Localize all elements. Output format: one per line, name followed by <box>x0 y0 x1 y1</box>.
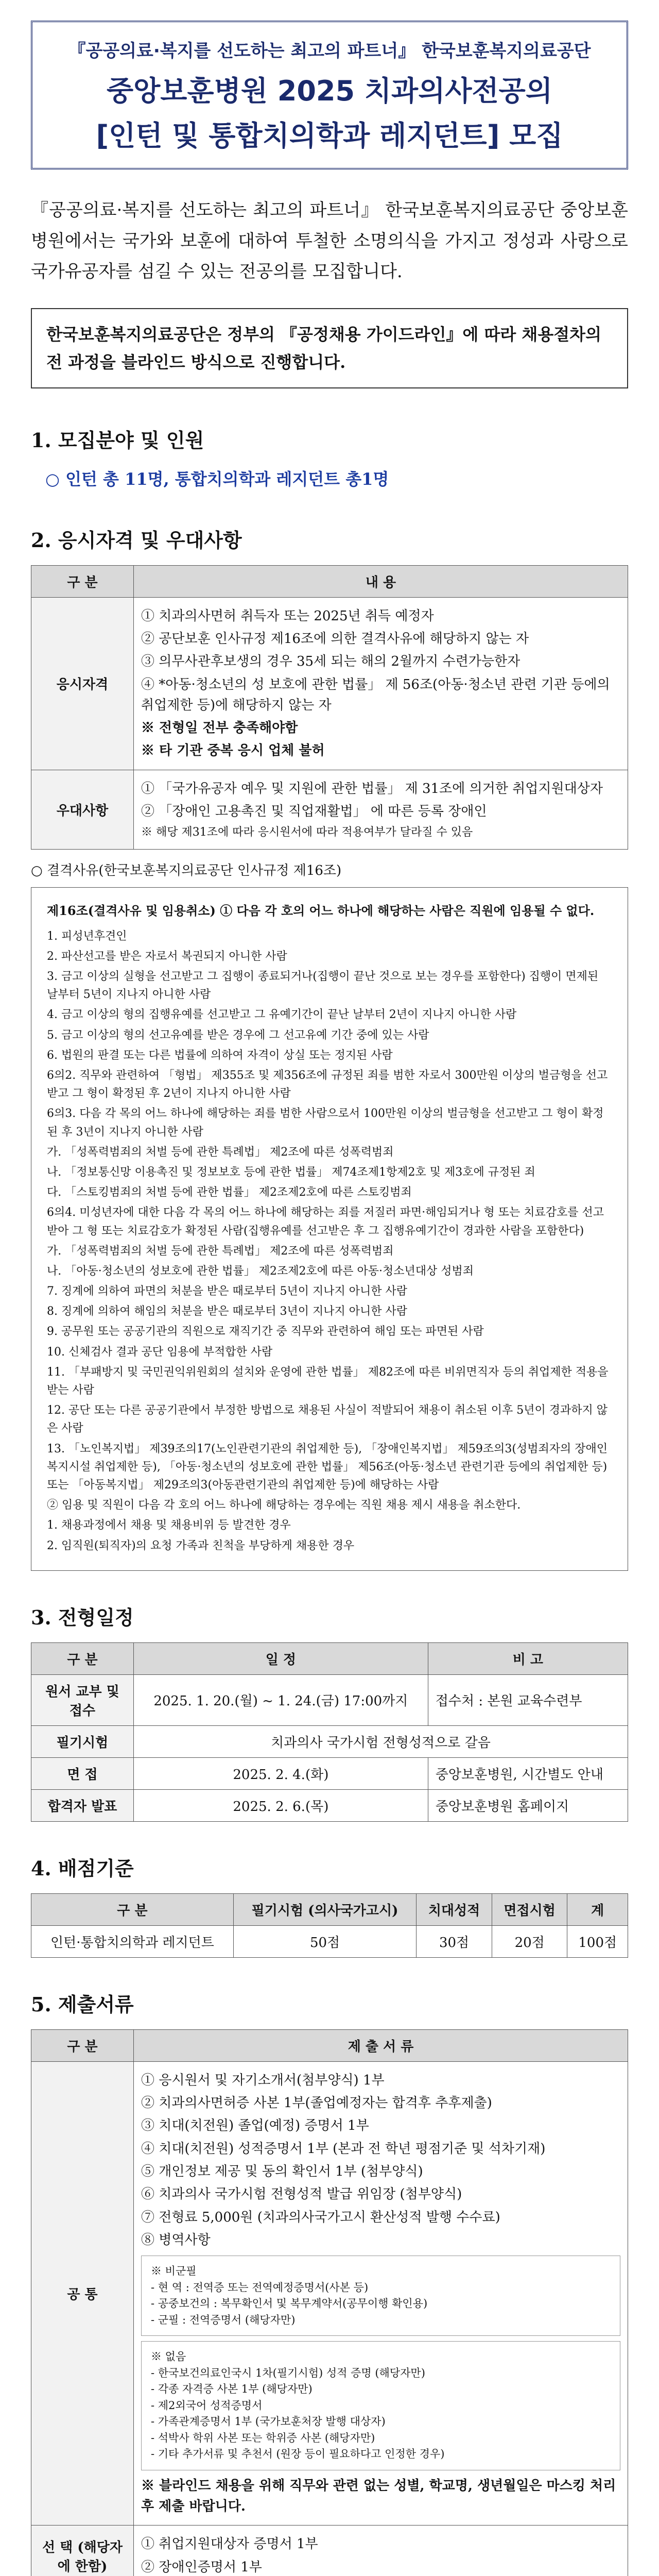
section-1-line: ○ 인턴 총 11명, 통합치의학과 레지던트 총1명 <box>45 469 389 489</box>
table-cell: 2025. 2. 4.(화) <box>134 1757 428 1789</box>
list-item: - 기타 추가서류 및 추천서 (원장 등이 필요하다고 인정한 경우) <box>151 2448 445 2461</box>
notice-header <box>31 21 628 170</box>
list-item: - 석박사 학위 사본 또는 학위증 사본 (해당자만) <box>151 2431 375 2444</box>
list-item: ① 취업지원대상자 증명서 1부 <box>141 2536 318 2552</box>
list-note: ※ 해당 제31조에 따라 응시원서에 따라 적용여부가 달라질 수 있음 <box>141 826 473 839</box>
section-3-heading: 3. 전형일정 <box>31 1605 134 1629</box>
table-row <box>31 1789 628 1821</box>
list-item: - 한국보건의료인국시 1차(필기시험) 성적 증명 (해당자만) <box>151 2366 425 2379</box>
disqualification-box <box>31 887 628 1570</box>
eligibility-table <box>31 565 628 850</box>
documents-table <box>31 2029 628 2576</box>
eligibility-label: 응시자격 <box>31 597 134 770</box>
table-header: 일 정 <box>134 1642 428 1674</box>
list-item: ② 「장애인 고용촉진 및 직업재활법」 에 따른 등록 장애인 <box>141 804 487 820</box>
section-5-heading: 5. 제출서류 <box>31 1992 134 2016</box>
list-item: ⑦ 전형료 5,000원 (치과의사국가고시 환산성적 발행 수수료) <box>141 2209 500 2225</box>
list-item: ⑤ 개인정보 제공 및 동의 확인서 1부 (첨부양식) <box>141 2163 423 2179</box>
list-item: ① 치과의사면허 취득자 또는 2025년 취득 예정자 <box>141 608 434 624</box>
list-note: ※ 타 기관 중복 응시 업체 불허 <box>141 743 325 759</box>
list-item: ③ 치대(치전원) 졸업(예정) 증명서 1부 <box>141 2118 369 2134</box>
table-header: 계 <box>567 1893 628 1925</box>
disqualification-heading: ○ 결격사유(한국보훈복지의료공단 인사규정 제16조) <box>31 863 342 879</box>
disqualification-item: 다. 「스토킹범죄의 처벌 등에 관한 법률」 제2조제2호에 따른 스토킹범죄 <box>47 1186 412 1199</box>
table-cell: 접수처 : 본원 교육수련부 <box>428 1674 628 1725</box>
disqualification-item: 6의3. 다음 각 목의 어느 하나에 해당하는 죄를 범한 사람으로서 100만원 이상의 벌금형을 선고받고 그 형이 확정된 후 3년이 지나지 아니한 사람 <box>47 1107 604 1139</box>
disqualification-item: 나. 「아동·청소년의 성보호에 관한 법률」 제2조제2호에 따른 아동·청소년대상 성범죄 <box>47 1264 474 1278</box>
list-item: ③ 의무사관후보생의 경우 35세 되는 해의 2월까지 수련가능한자 <box>141 654 521 670</box>
table-cell: 면 접 <box>31 1757 134 1789</box>
table-cell: 30점 <box>417 1925 492 1957</box>
disqualification-item: 나. 「정보통신망 이용촉진 및 정보보호 등에 관한 법률」 제74조제1항제2호 및 제3호에 규정된 죄 <box>47 1165 535 1179</box>
table-header: 비 고 <box>428 1642 628 1674</box>
common-label: 공 통 <box>31 2061 134 2525</box>
preference-cell <box>134 770 628 850</box>
list-item: - 가족관계증명서 1부 (국가보훈처장 발행 대상자) <box>151 2415 386 2428</box>
extra-docs-box <box>141 2341 620 2470</box>
table-header: 내 용 <box>134 565 628 597</box>
header-title-2: [인턴 및 통합치의학과 레지던트] 모집 <box>96 120 563 152</box>
list-item: ② 장애인증명서 1부 <box>141 2559 262 2575</box>
table-row <box>31 1725 628 1757</box>
table-cell: 2025. 1. 20.(월) ~ 1. 24.(금) 17:00까지 <box>134 1674 428 1725</box>
table-row <box>31 1757 628 1789</box>
section-4-heading: 4. 배점기준 <box>31 1856 134 1880</box>
section-2-heading: 2. 응시자격 및 우대사항 <box>31 528 242 552</box>
disqualification-item: 가. 「성폭력범죄의 처벌 등에 관한 특례법」 제2조에 따른 성폭력범죄 <box>47 1145 394 1159</box>
list-note: ※ 전형일 전부 충족해야함 <box>141 720 298 736</box>
list-item: ① 응시원서 및 자기소개서(첨부양식) 1부 <box>141 2072 385 2088</box>
table-cell: 20점 <box>492 1925 567 1957</box>
header-title: 중앙보훈병원 2025 치과의사전공의 <box>106 75 553 107</box>
disqualification-item: 3. 금고 이상의 실형을 선고받고 그 집행이 종료되거나(집행이 끝난 것으로 보는 경우를 포함한다) 집행이 면제된 날부터 5년이 지나지 아니한 사람 <box>47 970 599 1002</box>
list-item: ※ 비군필 <box>151 2265 197 2278</box>
disqualification-item: 가. 「성폭력범죄의 처벌 등에 관한 특례법」 제2조에 따른 성폭력범죄 <box>47 1244 394 1258</box>
list-item: ⑧ 병역사항 <box>141 2232 211 2248</box>
disqualification-item: 8. 징계에 의하여 해임의 처분을 받은 때로부터 3년이 지나지 아니한 사람 <box>47 1305 407 1318</box>
disqualification-item: 6의4. 미성년자에 대한 다음 각 목의 어느 하나에 해당하는 죄를 저질러 파면·해임되거나 형 또는 치료감호를 선고받아 그 형 또는 치료감호가 확정된 사람(집행유예를 선고받은 후 그 집행유예기간이 경과한 사람을 포함한다) <box>47 1206 604 1238</box>
disqualification-item: 1. 피성년후견인 <box>47 929 127 943</box>
list-item: ※ 없음 <box>151 2350 186 2363</box>
list-item: ④ 치대(치전원) 성적증명서 1부 (본과 전 학년 평점기준 및 석차기재) <box>141 2141 546 2157</box>
list-item: - 제2외국어 성적증명서 <box>151 2399 263 2412</box>
table-header: 제 출 서 류 <box>134 2029 628 2061</box>
blind-note: ※ 블라인드 채용을 위해 직무와 관련 없는 성별, 학교명, 생년월일은 마스킹 처리 후 제출 바랍니다. <box>141 2478 616 2514</box>
list-item: ② 치과의사면허증 사본 1부(졸업예정자는 합격후 추후제출) <box>141 2095 492 2111</box>
table-header: 필기시험 (의사국가고시) <box>233 1893 416 1925</box>
disqualification-item: 5. 금고 이상의 형의 선고유예를 받은 경우에 그 선고유예 기간 중에 있는 사람 <box>47 1028 429 1042</box>
table-header: 구 분 <box>31 565 134 597</box>
list-item: ② 공단보훈 인사규정 제16조에 의한 결격사유에 해당하지 않는 자 <box>141 631 529 647</box>
common-cell <box>134 2061 628 2525</box>
disqualification-item: 6의2. 직무와 관련하여 「형법」 제355조 및 제356조에 규정된 죄를 범한 자로서 300만원 이상의 벌금형을 선고받고 그 형이 확정된 후 2년이 지나지 아니한 사람 <box>47 1069 608 1100</box>
intro-paragraph: 『공공의료·복지를 선도하는 최고의 파트너』 한국보훈복지의료공단 중앙보훈병원에서는 국가와 보훈에 대하여 투철한 소명의식을 가지고 정성과 사랑으로 국가유공자를 섬길 수 있는 전공의를 모집합니다. <box>31 200 628 282</box>
table-cell: 합격자 발표 <box>31 1789 134 1821</box>
table-header: 구 분 <box>31 1893 234 1925</box>
disqualification-item: 11. 「부패방지 및 국민권익위원회의 설치와 운영에 관한 법률」 제82조에 따른 비위면직자 등의 취업제한 적용을 받는 사람 <box>47 1365 609 1397</box>
disqualification-title: 제16조(결격사유 및 임용취소) ① 다음 각 호의 어느 하나에 해당하는 사람은 직원에 임용될 수 없다. <box>47 903 595 919</box>
disqualification-item: 6. 법원의 판결 또는 다른 법률에 의하여 자격이 상실 또는 정지된 사람 <box>47 1048 393 1062</box>
disqualification-item: 12. 공단 또는 다른 공공기관에서 부정한 방법으로 채용된 사실이 적발되어 채용이 취소된 이후 5년이 경과하지 않은 사람 <box>47 1404 608 1435</box>
table-cell: 100점 <box>567 1925 628 1957</box>
list-item: - 공중보건의 : 복무확인서 및 복무계약서(공무이행 확인용) <box>151 2297 428 2310</box>
disqualification-list <box>47 927 612 1555</box>
disqualification-item: 9. 공무원 또는 공공기관의 직원으로 재직기간 중 직무와 관련하여 해임 또는 파면된 사람 <box>47 1325 484 1338</box>
disqualification-item: 7. 징계에 의하여 파면의 처분을 받은 때로부터 5년이 지나지 아니한 사람 <box>47 1285 407 1298</box>
table-cell: 50점 <box>233 1925 416 1957</box>
schedule-table <box>31 1642 628 1822</box>
list-item: - 각종 자격증 사본 1부 (해당자만) <box>151 2383 313 2396</box>
list-item: ① 「국가유공자 예우 및 지원에 관한 법률」 제 31조에 의거한 취업지원대상자 <box>141 781 603 796</box>
list-item: - 현 역 : 전역증 또는 전역예정증명서(사본 등) <box>151 2281 369 2294</box>
table-cell: 원서 교부 및 접수 <box>31 1674 134 1725</box>
table-cell: 2025. 2. 6.(목) <box>134 1789 428 1821</box>
table-cell: 중앙보훈병원, 시간별도 안내 <box>428 1757 628 1789</box>
preference-label: 우대사항 <box>31 770 134 850</box>
disqualification-item: ② 임용 및 직원이 다음 각 호의 어느 하나에 해당하는 경우에는 직원 채용 제시 새용을 취소한다. <box>47 1499 521 1512</box>
disqualification-item: 2. 파산선고를 받은 자로서 복권되지 아니한 사람 <box>47 950 287 963</box>
list-item: ⑥ 치과의사 국가시험 전형성적 발급 위임장 (첨부양식) <box>141 2187 462 2202</box>
eligibility-cell <box>134 597 628 770</box>
scoring-table <box>31 1893 628 1958</box>
list-item: - 군필 : 전역증명서 (해당자만) <box>151 2313 296 2326</box>
list-item: ④ *아동·청소년의 성 보호에 관한 법률」 제 56조(아동·청소년 관련 기관 등에의 취업제한 등)에 해당하지 않는 자 <box>141 676 610 713</box>
military-box <box>141 2256 620 2336</box>
select-label: 선 택 (해당자에 한함) <box>31 2526 134 2576</box>
header-subtitle: 『공공의료·복지를 선도하는 최고의 파트너』 한국보훈복지의료공단 <box>68 41 591 61</box>
disqualification-item: 10. 신체검사 결과 공단 임용에 부적합한 사람 <box>47 1345 273 1359</box>
table-cell: 인턴·통합치의학과 레지던트 <box>31 1925 234 1957</box>
table-header: 구 분 <box>31 1642 134 1674</box>
section-1-heading: 1. 모집분야 및 인원 <box>31 429 204 452</box>
disqualification-item: 1. 채용과정에서 채용 및 채용비위 등 발견한 경우 <box>47 1519 291 1532</box>
select-cell <box>134 2526 628 2576</box>
disqualification-item: 2. 임직원(퇴직자)의 요청 가족과 친척을 부당하게 채용한 경우 <box>47 1539 355 1552</box>
table-header: 구 분 <box>31 2029 134 2061</box>
disqualification-item: 4. 금고 이상의 형의 집행유예를 선고받고 그 유예기간이 끝난 날부터 2년이 지나지 아니한 사람 <box>47 1008 517 1022</box>
table-header: 면접시험 <box>492 1893 567 1925</box>
blind-notice: 한국보훈복지의료공단은 정부의 『공정채용 가이드라인』에 따라 채용절차의 전 과정을 블라인드 방식으로 진행합니다. <box>31 308 628 389</box>
table-header: 치대성적 <box>417 1893 492 1925</box>
table-cell: 중앙보훈병원 홈페이지 <box>428 1789 628 1821</box>
disqualification-item: 13. 「노인복지법」 제39조의17(노인관련기관의 취업제한 등), 「장애인복지법」 제59조의3(성범죄자의 장애인복지시설 취업제한 등), 「아동·청소년의 성보호에 관한 법률」 제56조(아동·청소년 관련기관 등에의 취업제한 등) 또는 「아동복지법」 제29조의3(아동관련기관의 취업제한 등)에 해당하는 사람 <box>47 1442 608 1492</box>
table-row <box>31 1925 628 1957</box>
table-cell: 필기시험 <box>31 1725 134 1757</box>
table-row <box>31 1674 628 1725</box>
table-cell: 치과의사 국가시험 전형성적으로 갈음 <box>134 1725 628 1757</box>
